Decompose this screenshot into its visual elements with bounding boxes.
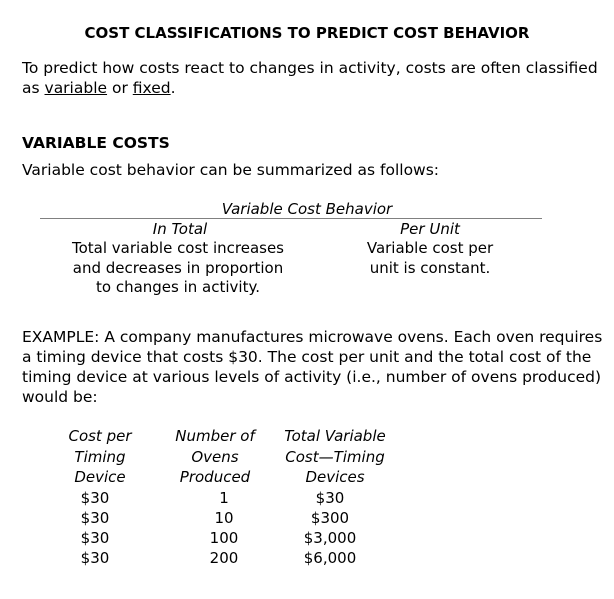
behavior-title: Variable Cost Behavior: [221, 200, 393, 218]
col-header-cost-per-device: [60, 426, 140, 488]
behavior-divider: [40, 218, 542, 219]
section-summary: Variable cost behavior can be summarized as follows:: [22, 161, 440, 179]
table-cell: $30: [315, 489, 345, 507]
header-line: Number of: [175, 427, 255, 445]
in-total-heading: In Total: [152, 220, 208, 238]
col-header-ovens-produced: [165, 426, 265, 488]
example-line-4: would be:: [22, 388, 98, 406]
table-cell: $30: [80, 549, 110, 567]
table-cell: $30: [80, 509, 110, 527]
table-cell: 100: [209, 529, 239, 547]
in-total-text: [50, 239, 306, 298]
header-line: Cost per: [68, 427, 132, 445]
per-unit-text: [340, 239, 520, 278]
table-cell: $30: [80, 529, 110, 547]
intro-period: .: [170, 79, 176, 97]
per-unit-line: Variable cost per: [366, 239, 494, 257]
table-cell: 1: [219, 489, 229, 507]
header-line: Devices: [305, 468, 365, 486]
header-line: Ovens: [191, 447, 239, 466]
intro-line-1: To predict how costs react to changes in activity, costs are often classified: [22, 59, 598, 77]
section-heading: VARIABLE COSTS: [22, 134, 170, 152]
intro-or: or: [107, 79, 133, 97]
in-total-line: and decreases in proportion: [72, 258, 284, 277]
example-line-1: EXAMPLE: A company manufactures microwave ovens. Each oven requires: [22, 328, 603, 346]
variable-term: variable: [44, 79, 108, 97]
header-line: Timing: [74, 447, 126, 466]
intro-prefix: as: [22, 79, 45, 97]
header-line: Cost—Timing: [285, 447, 385, 466]
per-unit-line: unit is constant.: [369, 258, 491, 277]
header-line: Device: [74, 468, 126, 486]
in-total-line: Total variable cost increases: [71, 239, 284, 257]
col-header-total-variable-cost: [275, 426, 395, 488]
header-line: Total Variable: [284, 427, 386, 445]
page-title: COST CLASSIFICATIONS TO PREDICT COST BEHAVIOR: [84, 24, 530, 42]
fixed-term: fixed: [132, 79, 171, 97]
table-cell: $6,000: [303, 549, 357, 567]
table-cell: 200: [209, 549, 239, 567]
intro-line-2: [22, 78, 176, 98]
table-cell: $30: [80, 489, 110, 507]
per-unit-heading: Per Unit: [400, 220, 460, 238]
table-cell: $3,000: [303, 529, 357, 547]
table-cell: 10: [214, 509, 234, 527]
example-line-2: a timing device that costs $30. The cost per unit and the total cost of the: [22, 348, 592, 366]
table-cell: $300: [310, 509, 350, 527]
header-line: Produced: [179, 468, 251, 486]
in-total-line: to changes in activity.: [96, 278, 260, 296]
example-line-3: timing device at various levels of activity (i.e., number of ovens produced): [22, 368, 602, 386]
